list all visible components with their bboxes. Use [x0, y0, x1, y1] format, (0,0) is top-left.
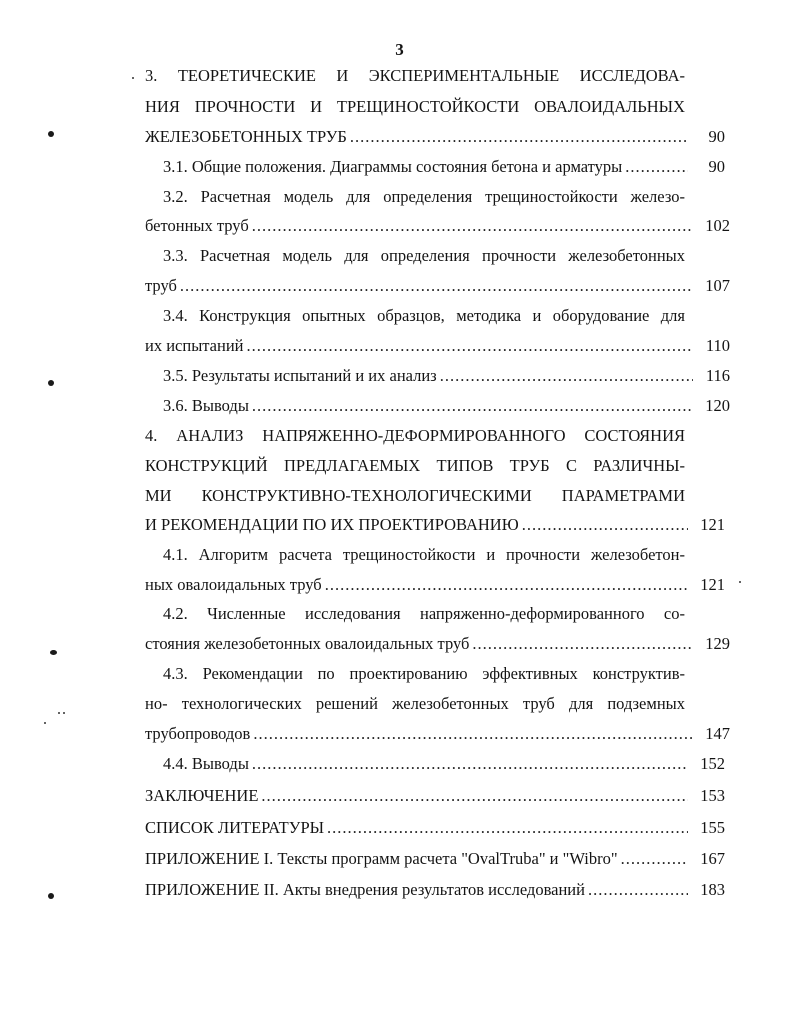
toc-sec3-line1: 3. ТЕОРЕТИЧЕСКИЕ И ЭКСПЕРИМЕНТАЛЬНЫЕ ИССЛЕДОВА- — [145, 66, 685, 85]
toc-sec4-line1: 4. АНАЛИЗ НАПРЯЖЕННО-ДЕФОРМИРОВАННОГО СОСТОЯНИЯ — [145, 426, 685, 445]
dot-leader — [522, 515, 688, 535]
toc-entry-references[interactable] — [145, 818, 725, 838]
toc-entry-sec4[interactable] — [145, 515, 725, 535]
toc-sec3-1-title: 3.1. Общие положения. Диаграммы состояния бетона и арматуры — [163, 157, 623, 176]
toc-entry-appendix-2[interactable] — [145, 880, 725, 900]
dot-leader — [252, 396, 693, 416]
toc-appendix-1-title: ПРИЛОЖЕНИЕ I. Тексты программ расчета "OvalTruba" и "Wibro" — [145, 849, 618, 868]
toc-sec3-4-line1: 3.4. Конструкция опытных образцов, методика и оборудование для — [163, 306, 685, 325]
dot-leader — [440, 366, 693, 386]
toc-entry-conclusion[interactable] — [145, 786, 725, 806]
toc-appendix-2-title: ПРИЛОЖЕНИЕ II. Акты внедрения результатов исследований — [145, 880, 585, 899]
toc-sec3-line2: НИЯ ПРОЧНОСТИ И ТРЕЩИНОСТОЙКОСТИ ОВАЛОИДАЛЬНЫХ — [145, 97, 685, 116]
toc-sec4-line2: КОНСТРУКЦИЙ ПРЕДЛАГАЕМЫХ ТИПОВ ТРУБ С РАЗЛИЧНЫ- — [145, 456, 685, 475]
toc-sec3-page: 90 — [708, 127, 725, 146]
toc-sec4-1-page: 121 — [700, 575, 725, 594]
dot-leader — [588, 880, 688, 900]
scan-speck — [132, 77, 134, 79]
dot-leader — [350, 127, 688, 147]
toc-sec4-3-page: 147 — [705, 724, 730, 743]
toc-sec3-3-title-end: труб — [145, 276, 177, 295]
toc-entry-sec4-2[interactable] — [145, 634, 730, 654]
toc-sec4-2-page: 129 — [705, 634, 730, 653]
toc-sec3-2-page: 102 — [705, 216, 730, 235]
scan-speck — [739, 581, 741, 583]
toc-sec3-1-page: 90 — [708, 157, 725, 176]
dot-leader — [252, 216, 693, 236]
dot-leader — [325, 575, 688, 595]
dot-leader — [327, 818, 688, 838]
scan-speck — [58, 712, 60, 714]
toc-sec3-5-page: 116 — [705, 366, 730, 385]
scan-speck — [63, 712, 65, 714]
toc-sec4-page: 121 — [700, 515, 725, 534]
toc-entry-sec4-4[interactable] — [163, 754, 725, 774]
toc-sec3-5-title: 3.5. Результаты испытаний и их анализ — [163, 366, 437, 385]
toc-appendix-2-page: 183 — [700, 880, 725, 899]
binding-hole-mark — [50, 650, 57, 655]
toc-sec4-line3: МИ КОНСТРУКТИВНО-ТЕХНОЛОГИЧЕСКИМИ ПАРАМЕТРАМИ — [145, 486, 685, 505]
binding-hole-mark — [48, 893, 54, 899]
toc-sec4-3-line1: 4.3. Рекомендации по проектированию эффективных конструктив- — [163, 664, 685, 683]
dot-leader — [625, 157, 688, 177]
toc-references-title: СПИСОК ЛИТЕРАТУРЫ — [145, 818, 325, 837]
toc-entry-sec3-6[interactable] — [163, 396, 730, 416]
toc-entry-appendix-1[interactable] — [145, 849, 725, 869]
toc-sec4-1-line1: 4.1. Алгоритм расчета трещиностойкости и прочности железобетон- — [163, 545, 685, 564]
toc-sec4-1-title-end: ных овалоидальных труб — [145, 575, 322, 594]
toc-entry-sec3-1[interactable] — [163, 157, 725, 177]
toc-entry-sec4-3[interactable] — [145, 724, 730, 744]
dot-leader — [472, 634, 693, 654]
scan-speck — [44, 722, 46, 724]
toc-entry-sec3-4[interactable] — [145, 336, 730, 356]
toc-conclusion-page: 153 — [700, 786, 725, 805]
dot-leader — [247, 336, 693, 356]
toc-references-page: 155 — [700, 818, 725, 837]
toc-entry-sec4-1[interactable] — [145, 575, 725, 595]
toc-sec4-4-page: 152 — [700, 754, 725, 773]
toc-entry-sec3-3[interactable] — [145, 276, 730, 296]
page-number: 3 — [395, 40, 404, 59]
toc-sec3-2-title-end: бетонных труб — [145, 216, 249, 235]
toc-conclusion-title: ЗАКЛЮЧЕНИЕ — [145, 786, 259, 805]
toc-entry-sec3-5[interactable] — [163, 366, 730, 386]
toc-sec3-6-page: 120 — [705, 396, 730, 415]
toc-sec3-2-line1: 3.2. Расчетная модель для определения трещиностойкости железо- — [163, 187, 685, 206]
toc-sec3-4-page: 110 — [705, 336, 730, 355]
binding-hole-mark — [48, 131, 54, 137]
toc-sec3-title-end: ЖЕЛЕЗОБЕТОННЫХ ТРУБ — [145, 127, 347, 146]
toc-sec4-2-title-end: стояния железобетонных овалоидальных труб — [145, 634, 470, 653]
toc-appendix-1-page: 167 — [700, 849, 725, 868]
toc-entry-sec3[interactable] — [145, 127, 725, 147]
toc-sec3-4-title-end: их испытаний — [145, 336, 244, 355]
toc-sec3-6-title: 3.6. Выводы — [163, 396, 249, 415]
toc-sec4-3-title-end: трубопроводов — [145, 724, 251, 743]
toc-sec4-title-end: И РЕКОМЕНДАЦИИ ПО ИХ ПРОЕКТИРОВАНИЮ — [145, 515, 519, 534]
binding-hole-mark — [48, 380, 54, 386]
dot-leader — [180, 276, 693, 296]
toc-entry-sec3-2[interactable] — [145, 216, 730, 236]
dot-leader — [621, 849, 688, 869]
dot-leader — [261, 786, 688, 806]
toc-sec4-4-title: 4.4. Выводы — [163, 754, 249, 773]
toc-sec4-2-line1: 4.2. Численные исследования напряженно-деформированного со- — [163, 604, 685, 623]
toc-sec3-3-page: 107 — [705, 276, 730, 295]
toc-sec3-3-line1: 3.3. Расчетная модель для определения прочности железобетонных — [163, 246, 685, 265]
dot-leader — [253, 724, 693, 744]
toc-sec4-3-line2: но- технологических решений железобетонных труб для подземных — [145, 694, 685, 713]
dot-leader — [252, 754, 688, 774]
